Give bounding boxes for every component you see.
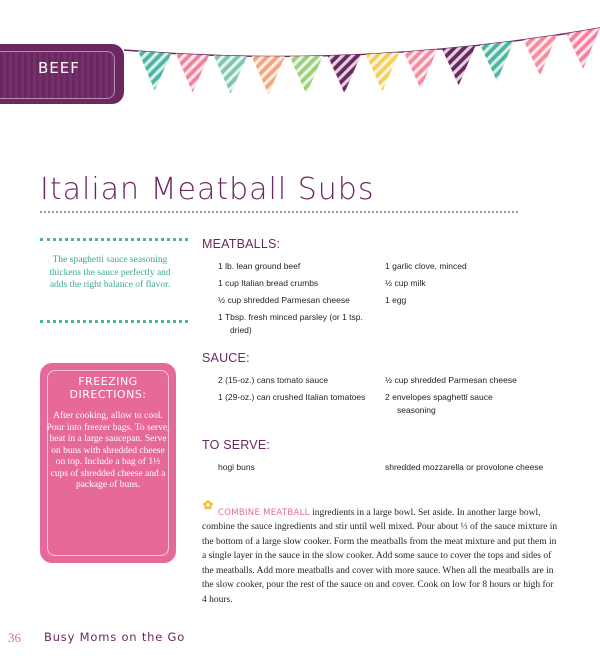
ingredient-item: ½ cup milk: [385, 278, 426, 288]
ingredient-item: 1 (29-oz.) can crushed Italian tomatoes: [218, 392, 366, 402]
freezing-title: [40, 375, 176, 401]
bunting-flag-stripes: [214, 55, 247, 93]
ingredient-item: 2 (15-oz.) cans tomato sauce: [218, 375, 329, 385]
meatballs-heading: MEATBALLS:: [202, 237, 281, 251]
ingredient-item: 1 egg: [385, 295, 407, 305]
bunting-flag-stripes: [442, 46, 475, 86]
ingredient-item: 2 envelopes spaghetti sauce seasoning: [385, 392, 493, 415]
sauce-heading: SAUCE:: [202, 351, 250, 365]
ingredient-item: ½ cup shredded Parmesan cheese: [218, 295, 350, 305]
page-number: 36: [8, 630, 21, 645]
ingredient-item: 1 Tbsp. fresh minced parsley (or 1 tsp. dried): [218, 312, 363, 335]
category-label: BEEF: [38, 59, 80, 77]
to-serve-heading: TO SERVE:: [202, 438, 271, 452]
directions-body: ingredients in a large bowl. Set aside. In another large bowl, combine the sauce ingredients and stir until well mixed. Pour about ⅓ of the sauce mixture in the bottom of a large slow cooker. Form the meatballs from the meat mixture and put them in a single layer in the sauce in the slow cooker. Add some sauce to cover the tops and sides of the meatballs. Add more meatballs and cover with more sauce. When all the meatballs are in the slow cooker, pour the rest of the sauce on and cover. Cook on low for 8 hours or high for 4 hours.: [202, 507, 558, 606]
ingredient-item: 1 cup Italian bread crumbs: [218, 278, 319, 288]
freezing-title-line-1: FREEZING: [78, 375, 138, 388]
bunting-flag-stripes: [138, 51, 171, 90]
bunting-flag-stripes: [523, 35, 557, 75]
bunting-flag-stripes: [480, 41, 513, 81]
ingredient-item: ½ cup shredded Parmesan cheese: [385, 375, 517, 385]
bunting-flag-stripes: [252, 56, 285, 94]
bunting-flag-stripes: [290, 56, 323, 94]
bunting-flag-stripes: [366, 52, 399, 91]
category-tab: [0, 44, 124, 104]
ingredient-item: 1 lb. lean ground beef: [218, 261, 301, 271]
tip-text: The spaghetti sauce seasoning thickens the sauce perfectly and adds the right balance of flavor.: [49, 255, 171, 290]
bunting-flag-stripes: [176, 54, 209, 93]
bunting-flag-stripes: [328, 55, 361, 94]
bunting-flag-stripes: [404, 49, 437, 88]
ingredient-item: shredded mozzarella or provolone cheese: [385, 462, 544, 472]
freezing-directions-box: [40, 363, 176, 563]
freezing-title-line-2: DIRECTIONS:: [69, 388, 147, 401]
directions-text: [202, 506, 560, 608]
freezing-text: After cooking, allow to cool. Pour into freezer bags. To serve, heat in a large saucepan. Serve on buns with shredded cheese on top. Include a bag of 1½ cups of shredded cheese and a package of buns.: [46, 411, 170, 490]
tip-bottom-border: [40, 320, 188, 323]
book-title: Busy Moms on the Go: [44, 630, 186, 644]
ingredient-item: hogi buns: [218, 462, 255, 472]
directions-lead: COMBINE MEATBALL: [218, 507, 310, 518]
bunting-flag-stripes: [566, 28, 600, 69]
ingredient-item: 1 garlic clove, minced: [385, 261, 467, 271]
recipe-title: Italian Meatball Subs: [40, 172, 375, 207]
tip-top-border: [40, 238, 188, 241]
title-rule: [40, 211, 518, 213]
